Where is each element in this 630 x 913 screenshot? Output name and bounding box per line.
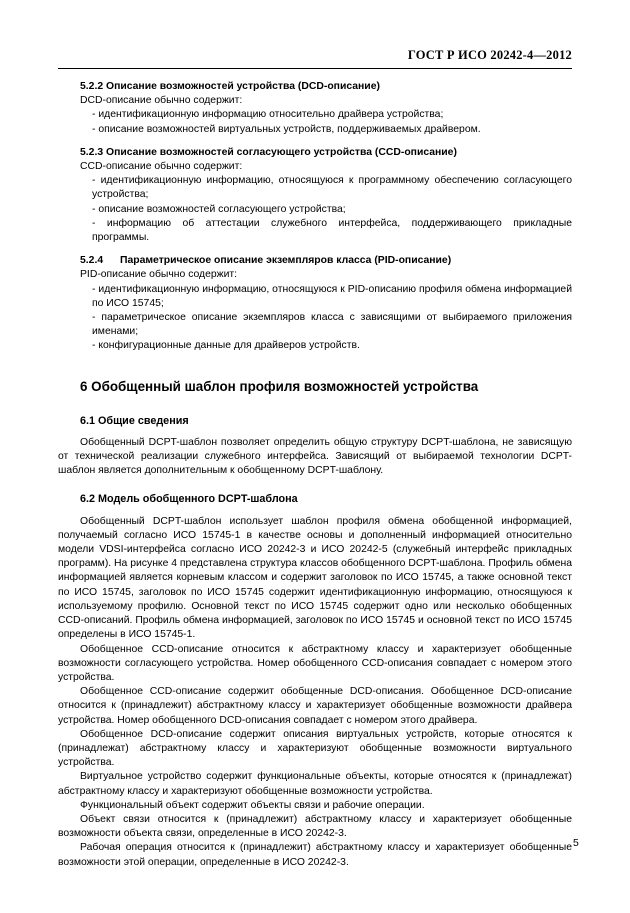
list-item: - описание возможностей согласующего устройства; — [92, 203, 346, 215]
paragraph: Обобщенное CCD-описание содержит обобщенные DCD-описания. Обобщенное DCD-описание относится к (принадлежит) абстрактному классу и характеризует обобщенные возможности драйвера устройства. Номер обобщенного DCD-описания совпадает с номером этого драйвера. — [58, 686, 572, 726]
heading-5-2-3: 5.2.3 Описание возможностей согласующего устройства (CCD-описание) — [80, 146, 457, 158]
list-item: - идентификационную информацию, относящуюся к PID-описанию профиля обмена информацией по ИСО 15745; — [92, 283, 572, 309]
lead-5-2-2: DCD-описание обычно содержит: — [80, 95, 243, 107]
paragraph: Функциональный объект содержит объекты связи и рабочие операции. — [80, 799, 425, 811]
heading-5-2-4-number: 5.2.4 — [80, 255, 104, 267]
paragraph: Обобщенное CCD-описание относится к абстрактному классу и характеризует обобщенные возможности согласующего устройства. Номер обобщенного CCD-описания совпадает с номером этого устройства. — [58, 643, 572, 683]
list-item: - информацию об аттестации служебного интерфейса, поддерживающего прикладные программы. — [92, 217, 572, 244]
heading-section-6: 6 Обобщенный шаблон профиля возможностей устройства — [80, 378, 479, 394]
lead-5-2-4: PID-описание обычно содержит: — [80, 269, 238, 281]
paragraph: Обобщенный DCPT-шаблон позволяет определить общую структуру DCPT-шаблона, не зависящую от технической реализации служебного интерфейса. Зависящий от выбираемой технологии DCPT-шаблон является дополнительным к обобщенному DCPT-шаблону. — [58, 436, 572, 477]
list-item: - конфигурационные данные для драйверов устройств. — [92, 340, 360, 352]
list-item: - идентификационную информацию, относящуюся к программному обеспечению согласующего устройства; — [92, 175, 572, 201]
paragraph: Обобщенный DCPT-шаблон использует шаблон профиля обмена обобщенной информацией, получаемый согласно ИСО 15745-1 в качестве основы и дополненный информацией относительно модели VDSI-интерфейса согласно ИСО 20242-3 и ИСО 20242-5 (служебный интерфейс прикладных программ). На рисунке 4 представлена структура классов обобщенного DCPT-шаблона. Профиль обмена информацией является корневым классом и содержит заголовок по ИСО 15745, а также основной текст по ИСО 15745, заголовок по ИСО 15745 содержит идентификационную информацию, относящуюся к используемому профилю. Основной текст по ИСО 15745 содержит одно или несколько обобщенных CCD-описаний. Профиль обмена информацией, заголовок по ИСО 15745 и основной текст по ИСО 15745 определены в ИСО 15745-1. — [58, 515, 573, 641]
list-item: - идентификационную информацию относительно драйвера устройства; — [92, 109, 444, 121]
page-header-standard-title: ГОСТ Р ИСО 20242-4—2012 — [407, 48, 572, 62]
heading-5-2-4-text: Параметрическое описание экземпляров класса (PID-описание) — [120, 255, 452, 267]
page-content — [58, 80, 572, 870]
heading-5-2-2: 5.2.2 Описание возможностей устройства (DCD-описание) — [80, 81, 380, 92]
header-divider — [58, 68, 572, 69]
list-item: - описание возможностей виртуальных устройств, поддерживаемых драйвером. — [92, 123, 481, 135]
heading-6-2: 6.2 Модель обобщенного DCPT-шаблона — [80, 493, 298, 506]
lead-5-2-3: CCD-описание обычно содержит: — [80, 161, 243, 173]
list-item: - параметрическое описание экземпляров класса с зависящими от выбираемого приложения именами; — [92, 312, 572, 338]
page-number: 5 — [573, 838, 579, 849]
paragraph: Виртуальное устройство содержит функциональные объекты, которые относятся к (принадлежат) абстрактному классу и характеризуют обобщенные возможности устройства. — [58, 771, 572, 797]
paragraph: Объект связи относится к (принадлежит) абстрактному классу и характеризует обобщенные возможности объекта связи, определенные в ИСО 20242-3. — [58, 813, 572, 840]
heading-5-2-4 — [58, 254, 572, 268]
paragraph: Рабочая операция относится к (принадлежит) абстрактному классу и характеризует обобщенные возможности этой операции, определенные в ИСО 20242-3. — [58, 842, 572, 868]
heading-6-1: 6.1 Общие сведения — [80, 414, 189, 427]
paragraph: Обобщенное DCD-описание содержит описания виртуальных устройств, которые относятся к (принадлежат) абстрактному классу и характеризуют обобщенные возможности виртуального устройства. — [58, 728, 572, 769]
